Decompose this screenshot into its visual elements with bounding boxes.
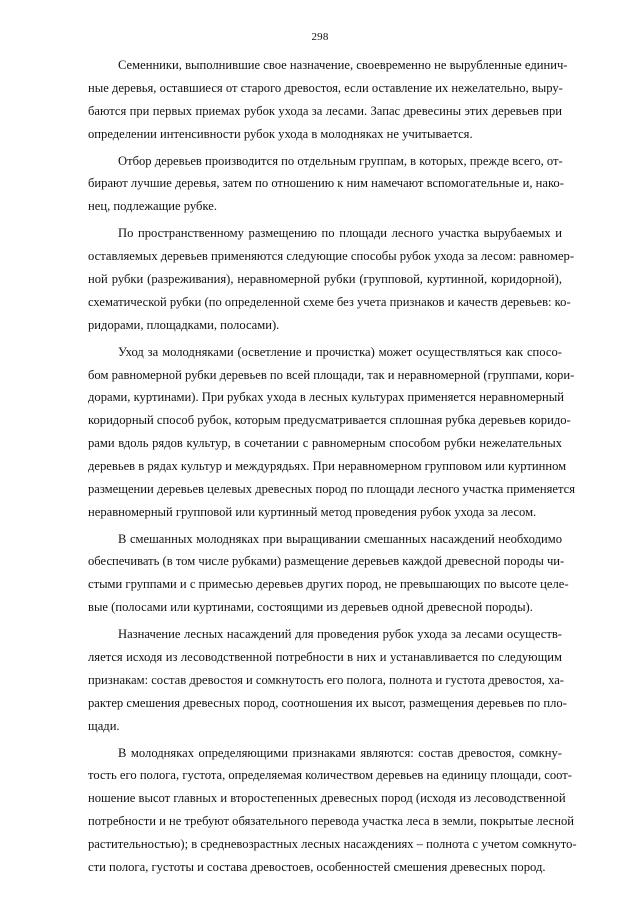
text-line: бирают лучшие деревья, затем по отношению к ним намечают вспомогательные и, нако-	[88, 176, 564, 191]
text-line: обеспечивать (в том числе рубками) размещение деревьев каждой древесной породы чи-	[88, 554, 565, 569]
page-number: 298	[311, 31, 329, 43]
text-line: Отбор деревьев производится по отдельным группам, в которых, прежде всего, от-	[118, 153, 563, 168]
text-line: В молодняках определяющими признаками являются: состав древостоя, сомкну-	[118, 745, 562, 760]
text-line: потребности и не требуют обязательного перевода участка леса в земли, покрытые лесной	[88, 814, 574, 829]
text-line: щади.	[88, 718, 120, 733]
text-line: размещении деревьев целевых древесных пород по площади лесного участка применяется	[88, 481, 576, 496]
text-line: оставляемых деревьев применяются следующие способы рубок ухода за лесом: равномер-	[88, 249, 575, 264]
text-line: Семенники, выполнившие свое назначение, своевременно не вырубленные единич-	[118, 58, 568, 72]
text-line: ношение высот главных и второстепенных древесных пород (исходя из лесоводственной	[88, 791, 566, 806]
text-line: вые (полосами или куртинами, состоящими из деревьев одной древесной породы).	[88, 600, 533, 615]
text-line: рами вдоль рядов культур, в сочетании с равномерным способом рубки нежелательных	[88, 436, 562, 451]
body-text	[88, 54, 577, 883]
text-line: рактер смешения древесных пород, соотношения их высот, размещения деревьев по пло-	[88, 695, 567, 710]
text-line: стыми группами и с примесью деревьев других пород, не превышающих по высоте целе-	[88, 577, 569, 592]
text-line: деревьев в рядах культур и междурядьях. При неравномерном групповом или куртинном	[88, 458, 567, 473]
text-line: ляется исходя из лесоводственной потребности в них и устанавливается по следующим	[88, 650, 562, 665]
text-line: схематической рубки (по определенной схеме без учета признаков и качеств деревьев: ко-	[88, 294, 571, 309]
paragraph	[88, 341, 576, 524]
text-line: Назначение лесных насаждений для проведения рубок ухода за лесами осуществ-	[118, 627, 562, 642]
paragraph	[88, 623, 567, 737]
paragraph	[88, 222, 575, 336]
text-line: коридорный способ рубок, которым предусматривается сплошная рубка деревьев коридо-	[88, 413, 571, 428]
text-line: неравномерный групповой или куртинный метод проведения рубок ухода за лесом.	[88, 504, 537, 519]
paragraph	[88, 528, 569, 619]
paragraph	[88, 54, 568, 145]
text-line: нец, подлежащие рубке.	[88, 199, 217, 214]
text-line: Уход за молодняками (осветление и прочистка) может осуществляться как спосо-	[118, 344, 562, 359]
text-line: ной рубки (разреживания), неравномерной рубки (групповой, куртинной, коридорной),	[88, 271, 562, 286]
text-line: ридорами, площадками, полосами).	[88, 317, 280, 332]
text-line: ные деревья, оставшиеся от старого древостоя, если оставление их нежелательно, выру-	[88, 80, 563, 95]
text-line: В смешанных молодняках при выращивании смешанных насаждений необходимо	[118, 531, 562, 546]
paragraph	[88, 150, 562, 219]
text-line: определении интенсивности рубок ухода в молодняках не учитывается.	[88, 126, 473, 141]
text-line: сти полога, густоты и состава древостоев, особенностей смешения древесных пород.	[88, 859, 546, 874]
text-line: тость его полога, густота, определяемая количеством деревьев на единицу площади, соот-	[88, 768, 572, 783]
text-line: бом равномерной рубки деревьев по всей площади, так и неравномерной (группами, кори-	[88, 367, 575, 382]
text-line: признакам: состав древостоя и сомкнутость его полога, полнота и густота древостоя, ха-	[88, 672, 564, 687]
text-line: По пространственному размещению по площади лесного участка вырубаемых и	[118, 226, 562, 241]
text-line: дорами, куртинами). При рубках ухода в лесных культурах применяется неравномерный	[88, 390, 564, 405]
paragraph	[88, 742, 577, 879]
text-line: баются при первых приемах рубок ухода за лесами. Запас древесины этих деревьев при	[88, 103, 562, 118]
text-line: растительностью); в средневозрастных лесных насаждениях – полнота с учетом сомкнуто-	[88, 836, 577, 851]
